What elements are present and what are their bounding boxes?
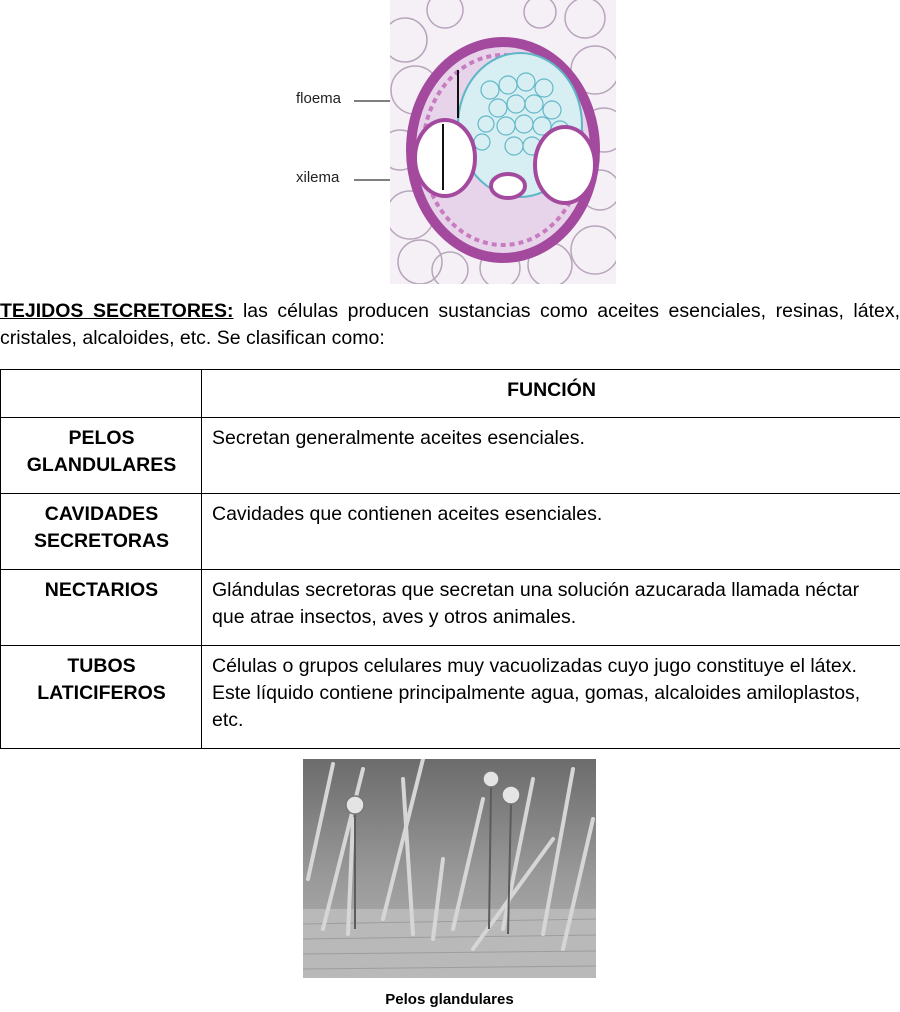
table-header-row: [1, 370, 900, 418]
tissue-name: [1, 646, 202, 749]
tissue-name-line2: GLANDULARES: [26, 454, 177, 476]
tissue-name-line2: LATICIFEROS: [37, 682, 166, 704]
tissue-name-line1: TUBOS: [67, 655, 136, 677]
table-row: [1, 418, 900, 494]
section-heading: TEJIDOS SECRETORES:: [0, 300, 234, 322]
tissue-name: [1, 570, 202, 646]
tissue-name: [1, 494, 202, 570]
tissue-name: [1, 418, 202, 494]
secretory-tissues-table: [0, 369, 900, 749]
tissue-function: Células o grupos celulares muy vacuolizadas cuyo jugo constituye el látex. Este líquido contiene principalmente agua, gomas, alcaloides amiloplastos, etc.: [202, 646, 900, 749]
callout-floema: floema: [296, 90, 342, 107]
glandular-hairs-micrograph: [303, 759, 596, 978]
vascular-bundle-micrograph: [390, 0, 616, 284]
figure-caption: Pelos glandulares: [385, 991, 514, 1008]
tissue-function: Glándulas secretoras que secretan una solución azucarada llamada néctar que atrae insectos, aves y otros animales.: [202, 570, 900, 646]
tissue-name-line1: PELOS: [68, 427, 135, 449]
tissue-function: Cavidades que contienen aceites esenciales.: [202, 494, 900, 570]
table-row: [1, 570, 900, 646]
callout-xilema: xilema: [296, 169, 340, 186]
tissue-name-line2: SECRETORAS: [33, 530, 170, 552]
intro-text: las células producen sustancias como aceites esenciales, resinas, látex, cristales, alcaloides, etc. Se clasifican como:: [0, 300, 900, 349]
secretory-tissues-intro: [0, 298, 900, 352]
header-funcion: FUNCIÓN: [202, 370, 900, 418]
tissue-name-line1: NECTARIOS: [44, 579, 159, 601]
vascular-bundle-figure: [292, 0, 616, 284]
table-row: [1, 646, 900, 749]
table-row: [1, 494, 900, 570]
header-blank: [1, 370, 202, 418]
tissue-function: Secretan generalmente aceites esenciales.: [202, 418, 900, 494]
tissue-name-line1: CAVIDADES: [44, 503, 159, 525]
